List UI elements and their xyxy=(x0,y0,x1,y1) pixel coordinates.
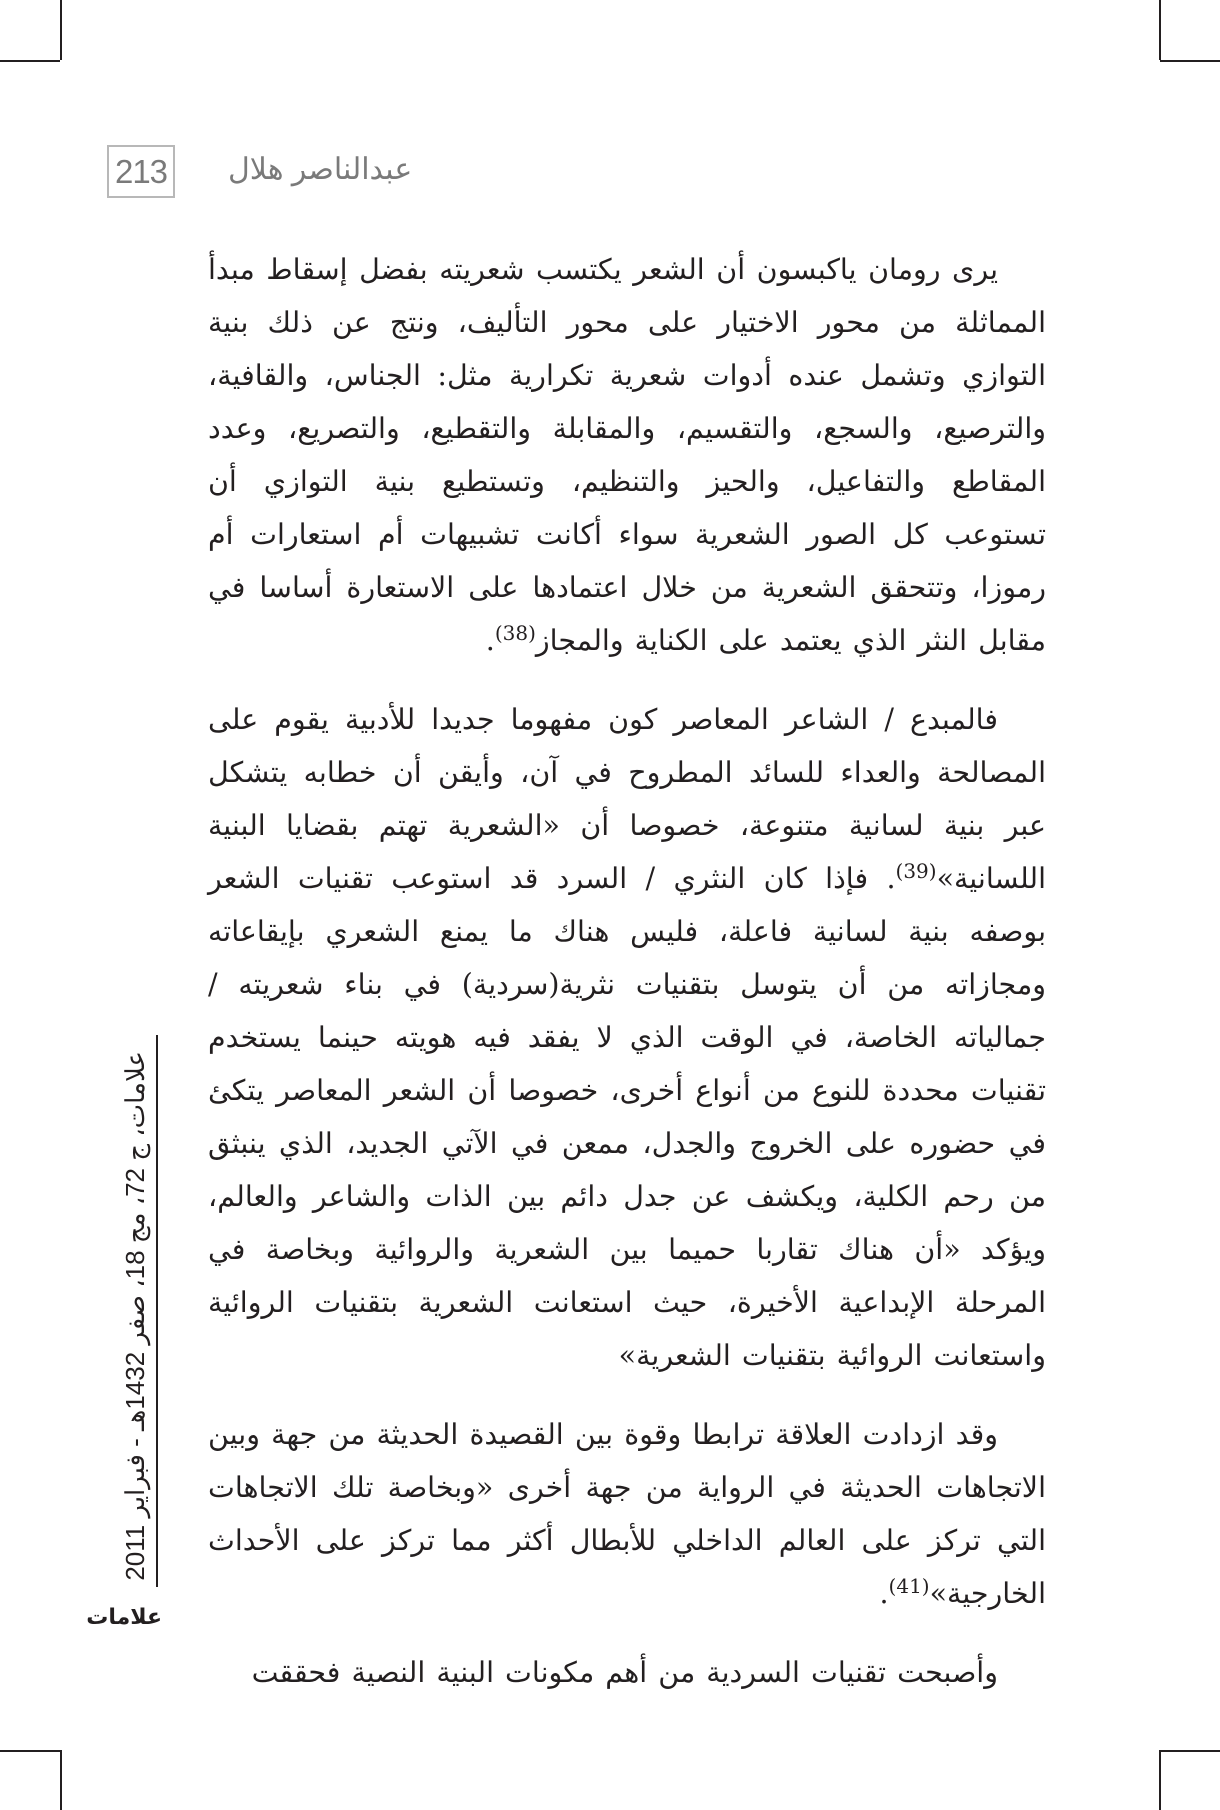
side-rule xyxy=(156,1035,158,1587)
journal-logo: علامات xyxy=(86,1605,162,1630)
page-number: 213 xyxy=(107,145,175,198)
journal-issue-info: علامات، ج 72، مج 18، صفر 1432هـ - فبراير 2011 xyxy=(120,1051,150,1581)
crop-mark xyxy=(0,1750,60,1752)
crop-mark xyxy=(60,0,62,60)
footnote-ref: (41) xyxy=(888,1574,930,1598)
paragraph: وقد ازدادت العلاقة ترابطا وقوة بين القصيدة الحديثة من جهة وبين الاتجاهات الحديثة في الرواية من جهة أخرى «وبخاصة تلك الاتجاهات التي تركز على العالم الداخلي للأبطال أكثر مما تركز على الأحداث الخارجية»$^{(41)}$. xyxy=(208,1418,1046,1610)
crop-mark xyxy=(60,1750,62,1810)
paragraph: يرى رومان ياكبسون أن الشعر يكتسب شعريته بفضل إسقاط مبدأ المماثلة من محور الاختيار على محور التأليف، ونتج عن ذلك بنية التوازي وتشمل عنده أدوات شعرية تكرارية مثل: الجناس، والقافية، والترصيع، والسجع، والتقسيم، والمقابلة والتقطيع، والتصريع، وعدد المقاطع والتفاعيل، والحيز والتنظيم، وتستطيع بنية التوازي أن تستوعب كل الصور الشعرية سواء أكانت تشبيهات أم استعارات أم رموزا، وتتحقق الشعرية من خلال اعتمادها على الاستعارة أساسا في مقابل النثر الذي يعتمد على الكناية والمجاز$^{(38)}$. xyxy=(208,253,1046,657)
paragraph: فالمبدع / الشاعر المعاصر كون مفهوما جديدا للأدبية يقوم على المصالحة والعداء للسائد المطروح في آن، وأيقن أن خطابه يتشكل عبر بنية لسانية متنوعة، خصوصا أن «الشعرية تهتم بقضايا البنية اللسانية»$^{(39)}$. فإذا كان النثري / السرد قد استوعب تقنيات الشعر بوصفه بنية لسانية فاعلة، فليس هناك ما يمنع الشعري بإيقاعاته ومجازاته من أن يتوسل بتقنيات نثرية(سردية) في بناء شعريته / جمالياته الخاصة، في الوقت الذي لا يفقد فيه هويته حينما يستخدم تقنيات محددة للنوع من أنواع أخرى، خصوصا أن الشعر المعاصر يتكئ في حضوره على الخروج والجدل، ممعن في الآتي الجديد، الذي ينبثق من رحم الكلية، ويكشف عن جدل دائم بين الذات والشاعر والعالم، ويؤكد «أن هناك تقاربا حميما بين الشعرية والروائية وبخاصة في المرحلة الإبداعية الأخيرة، حيث استعانت الشعرية بتقنيات الروائية واستعانت الروائية بتقنيات الشعرية» xyxy=(208,703,1046,1372)
crop-mark xyxy=(1159,0,1161,60)
running-header-author: عبدالناصر هلال xyxy=(228,153,413,186)
crop-mark xyxy=(1159,1750,1161,1810)
crop-mark xyxy=(0,60,60,62)
crop-mark xyxy=(1160,1750,1220,1752)
article-body xyxy=(208,243,1046,1699)
footnote-ref: (38) xyxy=(494,621,536,645)
crop-mark xyxy=(1160,60,1220,62)
footnote-ref: (39) xyxy=(895,859,937,883)
paragraph: وأصبحت تقنيات السردية من أهم مكونات البنية النصية فحققت xyxy=(251,1656,998,1689)
